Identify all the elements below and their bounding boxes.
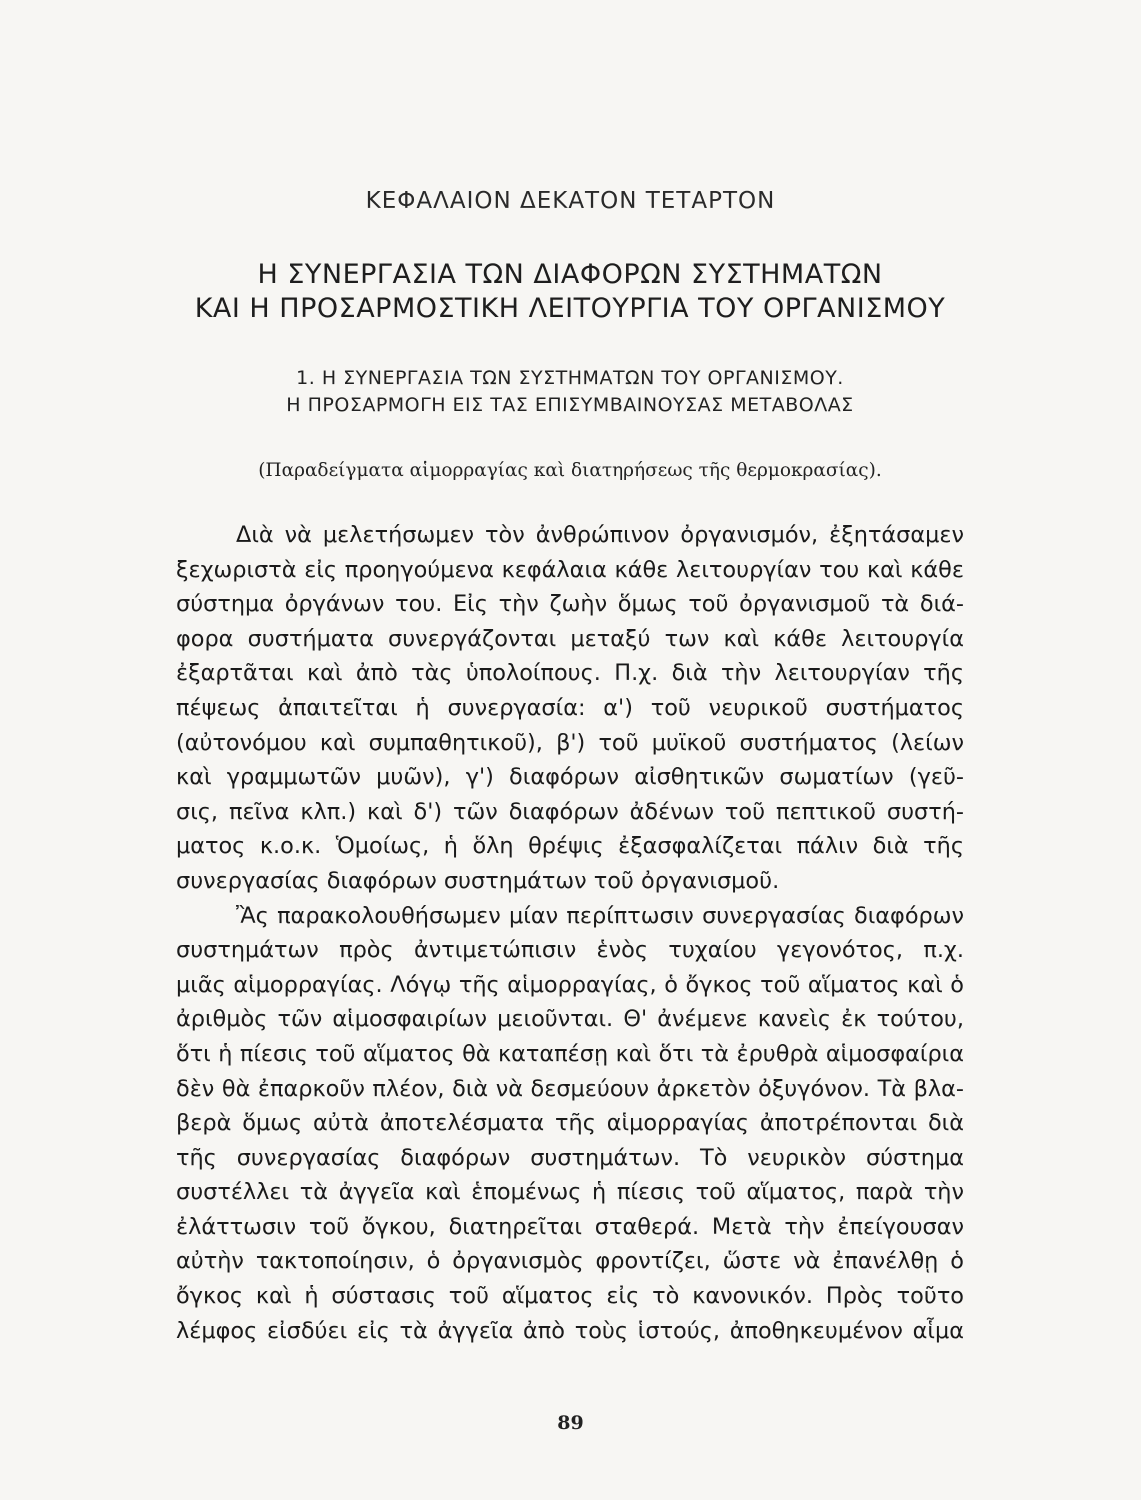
section-subtitle: (Παραδείγματα αἱμορραγίας καὶ διατηρήσεως τῆς θερμοκρασίας).: [258, 460, 882, 481]
chapter-label: ΚΕΦΑΛΑΙΟΝ ΔΕΚΑΤΟΝ ΤΕΤΑΡΤΟΝ: [365, 188, 776, 214]
chapter-title-line: Η ΣΥΝΕΡΓΑΣΙΑ ΤΩΝ ΔΙΑΦΟΡΩΝ ΣΥΣΤΗΜΑΤΩΝ: [257, 259, 883, 290]
text-line: ἀριθμὸς τῶν αἱμοσφαιρίων μειοῦνται. Θ' ἀνέμενε κανεὶς ἐκ τούτου,: [176, 1006, 964, 1033]
text-line: ξεχωριστὰ εἰς προηγούμενα κεφάλαια κάθε λειτουργίαν του καὶ κάθε: [176, 556, 964, 583]
text-line: αὐτὴν τακτοποίησιν, ὁ ὀργανισμὸς φροντίζει, ὥστε νὰ ἐπανέλθῃ ὁ: [176, 1248, 964, 1275]
section-heading: [140, 365, 1000, 419]
section-heading-line: Η ΠΡΟΣΑΡΜΟΓΗ ΕΙΣ ΤΑΣ ΕΠΙΣΥΜΒΑΙΝΟΥΣΑΣ ΜΕΤΑΒΟΛΑΣ: [286, 394, 854, 416]
text-line: λέμφος εἰσδύει εἰς τὰ ἀγγεῖα ἀπὸ τοὺς ἱστούς, ἀποθηκευμένον αἷμα: [176, 1317, 964, 1344]
chapter-title-line: ΚΑΙ Η ΠΡΟΣΑΡΜΟΣΤΙΚΗ ΛΕΙΤΟΥΡΓΙΑ ΤΟΥ ΟΡΓΑΝΙΣΜΟΥ: [194, 293, 946, 324]
text-line: μιᾶς αἱμορραγίας. Λόγῳ τῆς αἱμορραγίας, ὁ ὄγκος τοῦ αἵματος καὶ ὁ: [176, 971, 964, 998]
paragraph-1: [176, 518, 964, 899]
text-line: ἐξαρτᾶται καὶ ἀπὸ τὰς ὑπολοίπους. Π.χ. διὰ τὴν λειτουργίαν τῆς: [176, 660, 964, 687]
text-line: συστέλλει τὰ ἀγγεῖα καὶ ἑπομένως ἡ πίεσις τοῦ αἵματος, παρὰ τὴν: [176, 1179, 964, 1206]
text-line: καὶ γραμμωτῶν μυῶν), γ') διαφόρων αἰσθητικῶν σωματίων (γεῦ-: [176, 764, 964, 791]
text-line: πέψεως ἀπαιτεῖται ἡ συνεργασία: α') τοῦ νευρικοῦ συστήματος: [176, 694, 964, 721]
page-number: 89: [557, 1412, 584, 1434]
text-line: ἐλάττωσιν τοῦ ὄγκου, διατηρεῖται σταθερά. Μετὰ τὴν ἐπείγουσαν: [176, 1213, 964, 1240]
chapter-title: [90, 258, 1050, 326]
text-line: (αὐτονόμου καὶ συμπαθητικοῦ), β') τοῦ μυϊκοῦ συστήματος (λείων: [176, 729, 964, 756]
paragraph-2: [176, 899, 964, 1349]
text-line: ὄγκος καὶ ἡ σύστασις τοῦ αἵματος εἰς τὸ κανονικόν. Πρὸς τοῦτο: [176, 1283, 964, 1310]
text-line: σύστημα ὀργάνων του. Εἰς τὴν ζωὴν ὅμως τοῦ ὀργανισμοῦ τὰ διά-: [176, 591, 964, 618]
text-line: ὅτι ἡ πίεσις τοῦ αἵματος θὰ καταπέσῃ καὶ ὅτι τὰ ἐρυθρὰ αἱμοσφαίρια: [176, 1040, 964, 1067]
text-line: Ἂς παρακολουθήσωμεν μίαν περίπτωσιν συνεργασίας διαφόρων: [236, 902, 964, 929]
text-line: συστημάτων πρὸς ἀντιμετώπισιν ἑνὸς τυχαίου γεγονότος, π.χ.: [176, 937, 964, 964]
text-line: Διὰ νὰ μελετήσωμεν τὸν ἀνθρώπινον ὀργανισμόν, ἐξητάσαμεν: [236, 522, 964, 548]
text-line: δὲν θὰ ἐπαρκοῦν πλέον, διὰ νὰ δεσμεύουν ἀρκετὸν ὀξυγόνον. Τὰ βλα-: [176, 1075, 964, 1102]
text-line: βερὰ ὅμως αὐτὰ ἀποτελέσματα τῆς αἱμορραγίας ἀποτρέπονται διὰ: [176, 1110, 964, 1137]
text-line: σις, πεῖνα κλπ.) καὶ δ') τῶν διαφόρων ἀδένων τοῦ πεπτικοῦ συστή-: [176, 798, 964, 825]
text-line: συνεργασίας διαφόρων συστημάτων τοῦ ὀργανισμοῦ.: [176, 867, 780, 894]
text-line: τῆς συνεργασίας διαφόρων συστημάτων. Τὸ νευρικὸν σύστημα: [176, 1144, 964, 1171]
text-line: φορα συστήματα συνεργάζονται μεταξύ των καὶ κάθε λειτουργία: [176, 625, 964, 652]
section-heading-line: 1. Η ΣΥΝΕΡΓΑΣΙΑ ΤΩΝ ΣΥΣΤΗΜΑΤΩΝ ΤΟΥ ΟΡΓΑΝΙΣΜΟΥ.: [296, 367, 844, 389]
body-text: [176, 518, 964, 1348]
text-line: ματος κ.ο.κ. Ὁμοίως, ἡ ὅλη θρέψις ἐξασφαλίζεται πάλιν διὰ τῆς: [176, 833, 964, 860]
